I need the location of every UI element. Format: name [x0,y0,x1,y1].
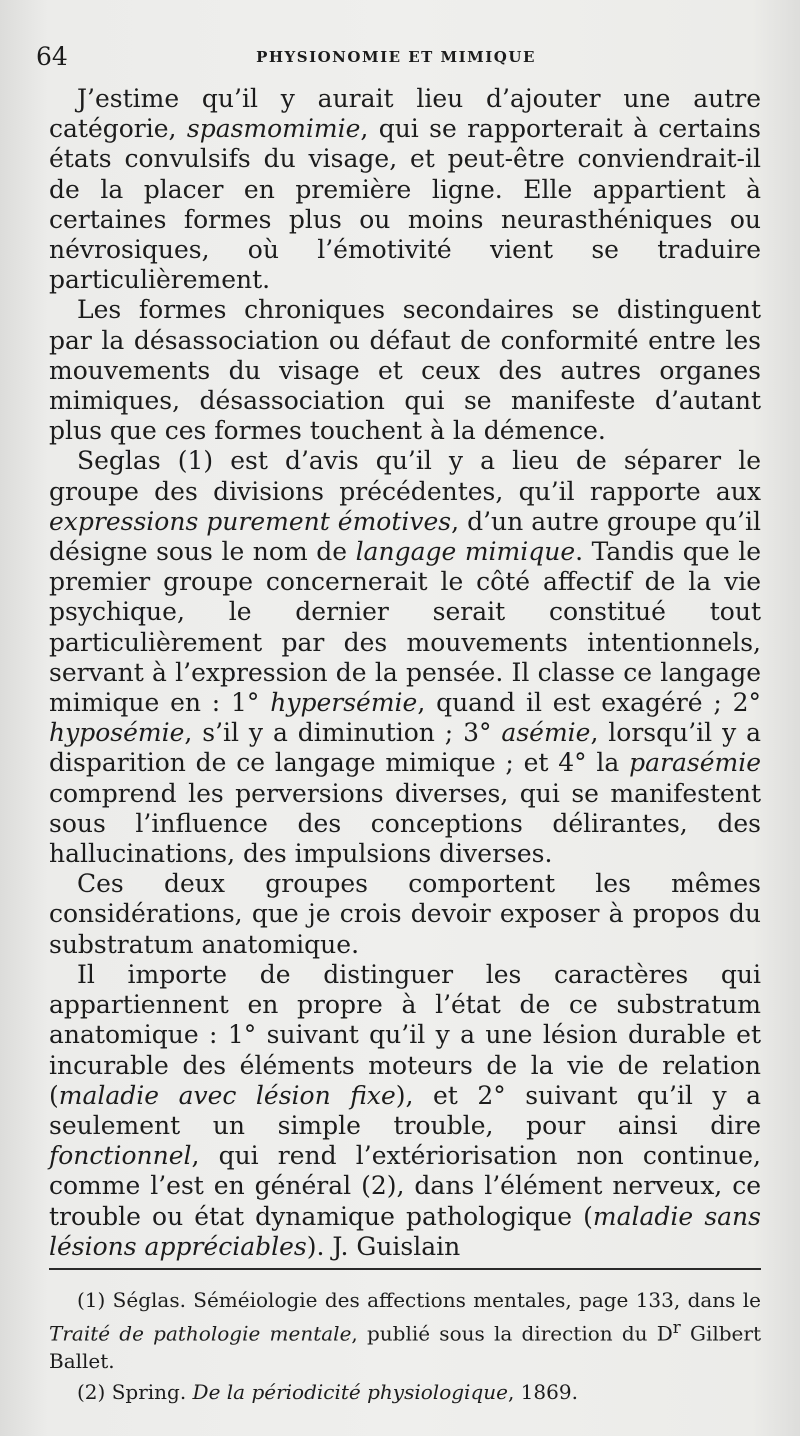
footnote-2: (2) Spring. De la périodicité physiologique, 1869. [77,1379,578,1404]
paragraph-spasmomimie: J’estime qu’il y aurait lieu d’ajouter une autre catégorie, spasmomimie, qui se rapporterait à certains états convulsifs du visage, et peut-être conviendrait-il de la placer en première ligne. Elle appartient à certaines formes plus ou moins neurasthéniques ou névrosiques, où l’émotivité vient se traduire particulièrement. [49,84,761,295]
running-title: PHYSIONOMIE ET MIMIQUE [256,48,536,66]
page-number: 64 [36,42,68,71]
footnote-divider [49,1268,761,1270]
footnotes [49,1287,761,1410]
page-header [36,38,756,74]
body-text [49,84,761,1262]
paragraph-seglas: Seglas (1) est d’avis qu’il y a lieu de séparer le groupe des divisions précédentes, qu’il rapporte aux expressions purement émotives, d’un autre groupe qu’il désigne sous le nom de langage mimique. Tandis que le premier groupe concernerait le côté affectif de la vie psychique, le dernier serait constitué tout particulièrement par des mouvements intentionnels, servant à l’expression de la pensée. Il classe ce langage mimique en : 1° hypersémie, quand il est exagéré ; 2° hyposémie, s’il y a diminution ; 3° asémie, lorsqu’il y a disparition de ce langage mimique ; et 4° la parasémie comprend les perversions diverses, qui se manifestent sous l’influence des conceptions délirantes, des hallucinations, des impulsions diverses. [49,446,762,869]
paragraph-deux-groupes: Ces deux groupes comportent les mêmes considérations, que je crois devoir exposer à propos du substratum anatomique. [49,869,761,959]
paragraph-formes-chroniques: Les formes chroniques secondaires se distinguent par la désassociation ou défaut de conformité entre les mouvements du visage et ceux des autres organes mimiques, désassociation qui se manifeste d’autant plus que ces formes touchent à la démence. [49,295,761,446]
footnote-1: (1) Séglas. Séméiologie des affections mentales, page 133, dans le Traité de pathologie mentale, publié sous la direction du $D^r$ Gilbert Ballet. [49,1288,761,1373]
paragraph-substratum: Il importe de distinguer les caractères qui appartiennent en propre à l’état de ce substratum anatomique : 1° suivant qu’il y a une lésion durable et incurable des éléments moteurs de la vie de relation (maladie avec lésion fixe), et 2° suivant qu’il y a seulement un simple trouble, pour ainsi dire fonctionnel, qui rend l’extériorisation non continue, comme l’est en général (2), dans l’élément nerveux, ce trouble ou état dynamique pathologique (maladie sans lésions appréciables). J. Guislain [49,959,761,1261]
